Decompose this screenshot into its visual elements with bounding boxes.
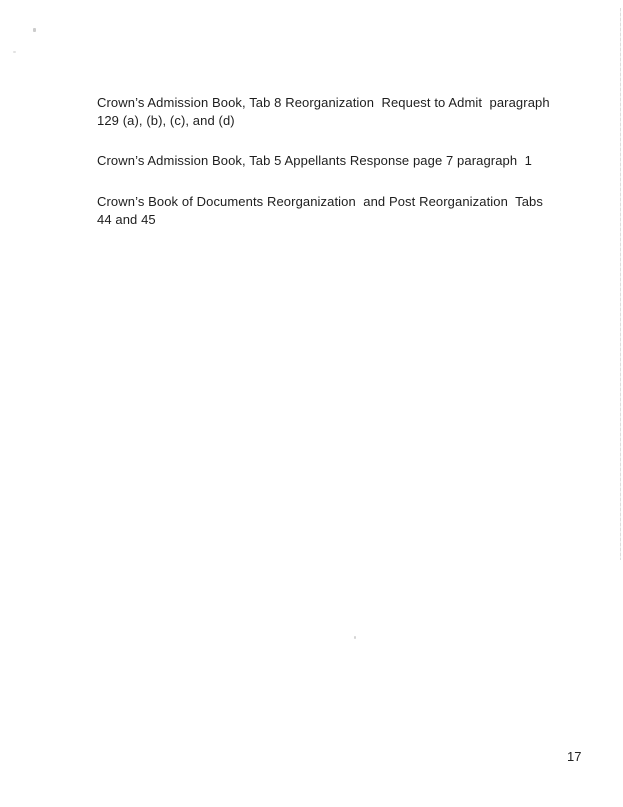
page-number: 17 [567,749,582,764]
paragraph-line: Crown’s Admission Book, Tab 8 Reorganization Request to Admit paragraph [97,95,550,110]
paragraph-line: Crown’s Admission Book, Tab 5 Appellants Response page 7 paragraph 1 [97,153,532,168]
citation-paragraph-2 [97,152,532,170]
scan-artifact-speck [354,636,356,639]
scan-artifact-speck [13,51,16,53]
paragraph-line: 44 and 45 [97,212,156,227]
scan-artifact-speck [33,28,36,32]
citation-paragraph-3 [97,193,543,229]
paragraph-line: Crown’s Book of Documents Reorganization and Post Reorganization Tabs [97,194,543,209]
paragraph-line: 129 (a), (b), (c), and (d) [97,113,235,128]
citation-paragraph-1 [97,94,550,130]
scan-artifact-edge-line [620,8,621,560]
